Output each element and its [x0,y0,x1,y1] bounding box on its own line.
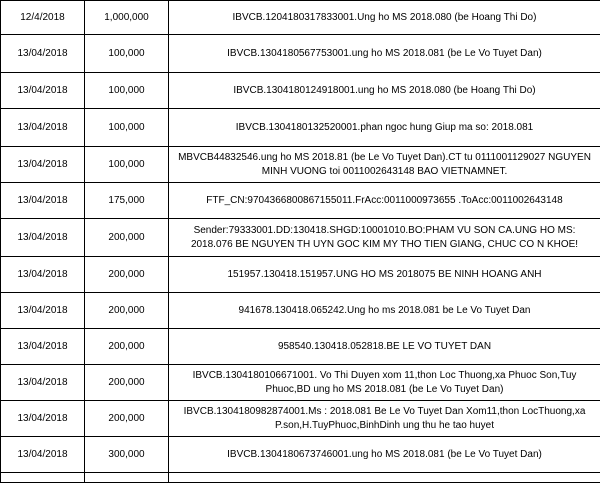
date-cell: 13/04/2018 [1,73,85,109]
table-row [1,257,600,293]
date-cell: 13/04/2018 [1,219,85,257]
description-cell: IBVCB.1304180673746001.ung ho MS 2018.081 (be Le Vo Tuyet Dan) [169,437,600,473]
table-row [1,219,600,257]
date-cell: 13/04/2018 [1,437,85,473]
date-cell: 12/4/2018 [1,1,85,35]
description-cell: IBVCB.1204180317833001.Ung ho MS 2018.080 (be Hoang Thi Do) [169,1,600,35]
description-cell: Sender:79333001.DD:130418.SHGD:10001010.BO:PHAM VU SON CA.UNG HO MS: 2018.076 BE NGUYEN TH UYN GOC KIM MY THO TIEN GIANG, CHUC CO N KHOE! [169,219,600,257]
date-cell: 13/04/2018 [1,35,85,73]
amount-cell: 100,000 [85,147,169,183]
table-row [1,365,600,401]
description-cell: MBVCB44832546.ung ho MS 2018.81 (be Le Vo Tuyet Dan).CT tu 0111001129027 NGUYEN MINH VUONG toi 0011002643148 BAO VIETNAMNET. [169,147,600,183]
table-row [1,147,600,183]
amount-cell: 200,000 [85,401,169,437]
description-cell: FTF_CN:9704366800867155011.FrAcc:0011000973655 .ToAcc:0011002643148 [169,183,600,219]
date-cell: 13/04/2018 [1,329,85,365]
description-cell: IBVCB.1304180982874001.Ms : 2018.081 Be Le Vo Tuyet Dan Xom11,thon LocThuong,xa P.son,H.TuyPhuoc,BinhDinh ung thu he tao huyet [169,401,600,437]
amount-cell [85,473,169,483]
table-row [1,73,600,109]
date-cell: 13/04/2018 [1,183,85,219]
date-cell: 13/04/2018 [1,257,85,293]
description-cell: IBVCB.1304180106671001. Vo Thi Duyen xom 11,thon Loc Thuong,xa Phuoc Son,Tuy Phuoc,BD ung ho MS 2018.081 (be Le Vo Tuyet Dan) [169,365,600,401]
amount-cell: 200,000 [85,219,169,257]
amount-cell: 200,000 [85,365,169,401]
amount-cell: 200,000 [85,257,169,293]
amount-cell: 100,000 [85,109,169,147]
amount-cell: 100,000 [85,35,169,73]
amount-cell: 1,000,000 [85,1,169,35]
table-row [1,293,600,329]
amount-cell: 100,000 [85,73,169,109]
table-row [1,109,600,147]
amount-cell: 200,000 [85,293,169,329]
description-cell: IBVCB.1304180124918001.ung ho MS 2018.080 (be Hoang Thi Do) [169,73,600,109]
description-cell: 151957.130418.151957.UNG HO MS 2018075 BE NINH HOANG ANH [169,257,600,293]
description-cell: 941678.130418.065242.Ung ho ms 2018.081 be Le Vo Tuyet Dan [169,293,600,329]
table-row [1,437,600,473]
table-row [1,401,600,437]
amount-cell: 300,000 [85,437,169,473]
date-cell: 13/04/2018 [1,401,85,437]
table-row [1,35,600,73]
date-cell: 13/04/2018 [1,109,85,147]
description-cell: IBVCB.1304180132520001.phan ngoc hung Giup ma so: 2018.081 [169,109,600,147]
table-row [1,473,600,483]
amount-cell: 175,000 [85,183,169,219]
table-row [1,329,600,365]
description-cell: IBVCB.1304180567753001.ung ho MS 2018.081 (be Le Vo Tuyet Dan) [169,35,600,73]
amount-cell: 200,000 [85,329,169,365]
table-row [1,1,600,35]
date-cell: 13/04/2018 [1,293,85,329]
table-row [1,183,600,219]
description-cell [169,473,600,483]
date-cell: 13/04/2018 [1,365,85,401]
date-cell [1,473,85,483]
date-cell: 13/04/2018 [1,147,85,183]
description-cell: 958540.130418.052818.BE LE VO TUYET DAN [169,329,600,365]
